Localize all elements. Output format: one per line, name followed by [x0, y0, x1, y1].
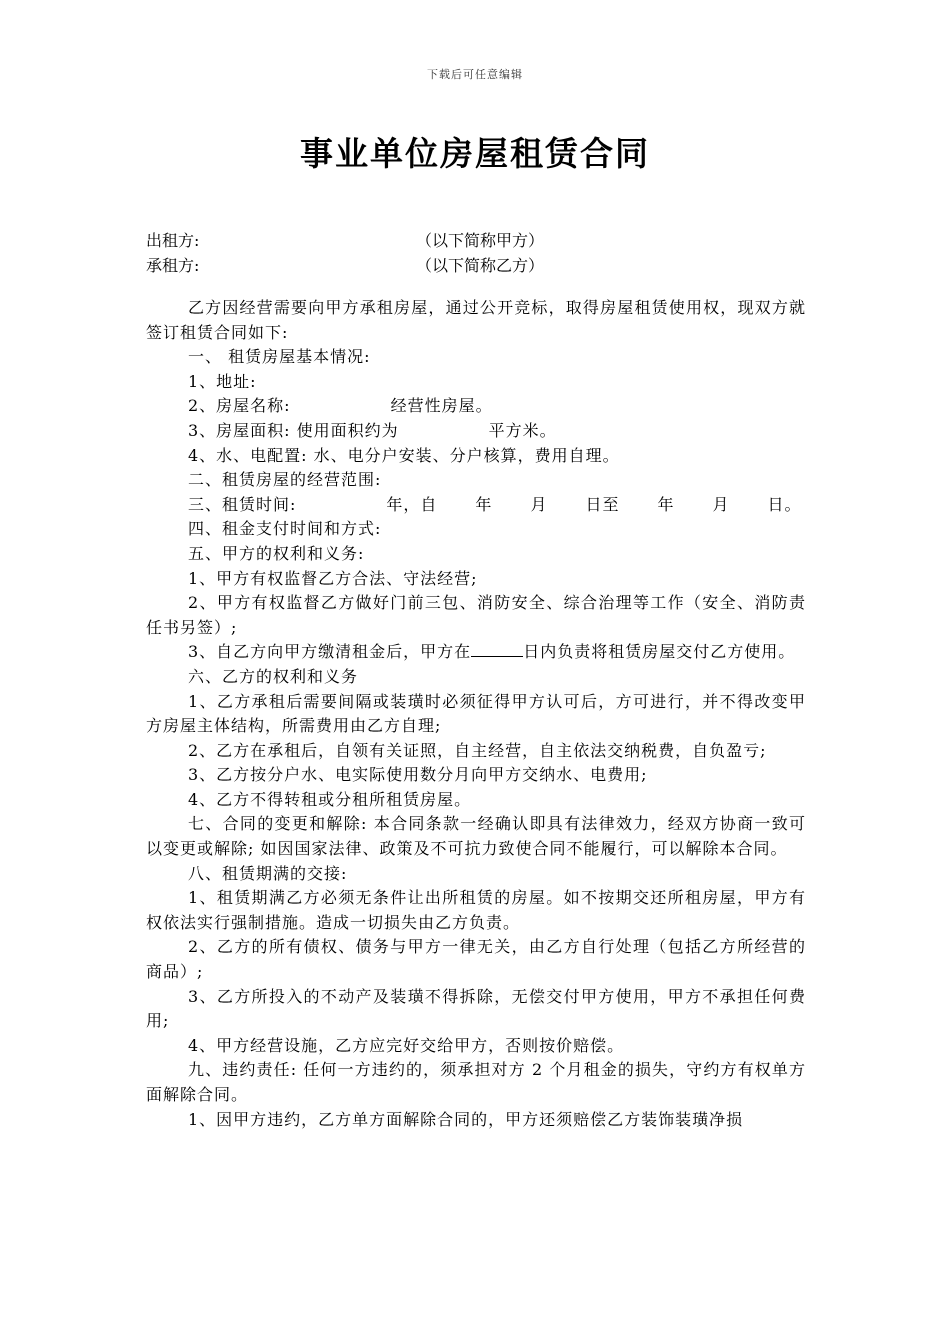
- end-year-text: 年: [657, 494, 675, 514]
- section1-heading: 一、 租赁房屋基本情况:: [188, 347, 371, 367]
- section6-heading: 六、乙方的权利和义务: [188, 666, 359, 686]
- section1-item3: [146, 419, 806, 444]
- lessor-row: [146, 228, 806, 253]
- section4-paragraph: 四、租金支付时间和方式:: [188, 519, 382, 539]
- download-note: 下载后可任意编辑: [427, 68, 523, 81]
- lessor-label: 出租方:: [146, 231, 200, 250]
- start-year-text: 年: [475, 494, 493, 514]
- end-day-text: 日。: [767, 494, 802, 514]
- section9-item1: 1、因甲方违约，乙方单方面解除合同的，甲方还须赔偿乙方装饰装璜净损: [188, 1109, 744, 1129]
- section6-item1: 1、乙方承租后需要间隔或装璜时必须征得甲方认可后，方可进行，并不得改变甲方房屋主体结构，所需费用由乙方自理;: [146, 691, 806, 736]
- section8-item3: 3、乙方所投入的不动产及装璜不得拆除，无偿交付甲方使用，甲方不承担任何费用;: [146, 986, 806, 1031]
- section6-item4: 4、乙方不得转租或分租所租赁房屋。: [188, 789, 472, 809]
- parties-block: [146, 228, 806, 278]
- section5-item3-part2: 日内负责将租赁房屋交付乙方使用。: [523, 642, 796, 662]
- lease-years-text: 年，自: [386, 494, 438, 514]
- section8-item1: 1、租赁期满乙方必须无条件让出所租赁的房屋。如不按期交还所租房屋，甲方有权依法实行强制措施。造成一切损失由乙方负责。: [146, 888, 806, 932]
- section7-paragraph: 七、合同的变更和解除: 本合同条款一经确认即具有法律效力，经双方协商一致可以变更或解除; 如因国家法律、政策及不可抗力致使合同不能履行，可以解除本合同。: [146, 814, 806, 859]
- lease-term-label: 三、租赁时间:: [188, 494, 297, 514]
- section5-item1: 1、甲方有权监督乙方合法、守法经营;: [188, 568, 478, 588]
- section1-item3-unit: 平方米。: [488, 420, 557, 440]
- section9-heading: 九、违约责任: 任何一方违约的，须承担对方 2 个月租金的损失，守约方有权单方面解除合同。: [146, 1060, 806, 1104]
- section6-item2: 2、乙方在承租后，自领有关证照，自主经营，自主依法交纳税费，自负盈亏;: [188, 740, 767, 760]
- section8-heading: 八、租赁期满的交接:: [188, 863, 348, 883]
- document-title: 事业单位房屋租赁合同: [300, 134, 650, 173]
- underline-blank: [471, 642, 523, 657]
- section5-item2: 2、甲方有权监督乙方做好门前三包、消防安全、综合治理等工作（安全、消防责任书另签）;: [146, 593, 806, 637]
- section1-item2-label: 2、房屋名称:: [188, 396, 291, 416]
- lessee-note: （以下简称乙方）: [416, 256, 545, 275]
- lessee-row: [146, 253, 806, 278]
- section6-item3: 3、乙方按分户水、电实际使用数分月向甲方交纳水、电费用;: [188, 765, 648, 785]
- section3-paragraph: [146, 493, 806, 518]
- lessee-label: 承租方:: [146, 256, 200, 275]
- section2-paragraph: 二、租赁房屋的经营范围:: [188, 470, 382, 490]
- intro-paragraph: 乙方因经营需要向甲方承租房屋，通过公开竞标，取得房屋租赁使用权，现双方就签订租赁合同如下:: [146, 298, 806, 342]
- start-day-text: 日至: [585, 494, 620, 514]
- end-month-text: 月: [712, 494, 730, 514]
- section1-item2-value: 经营性房屋。: [390, 396, 493, 416]
- section1-item3-label: 3、房屋面积: 使用面积约为: [188, 420, 399, 440]
- section5-heading: 五、甲方的权利和义务:: [188, 543, 365, 563]
- section1-item2: [146, 394, 806, 419]
- section1-item4: 4、水、电配置: 水、电分户安装、分户核算，费用自理。: [188, 445, 620, 465]
- section5-item3: [146, 640, 806, 665]
- section8-item4: 4、甲方经营设施，乙方应完好交给甲方，否则按价赔偿。: [188, 1035, 625, 1055]
- section5-item3-part1: 3、自乙方向甲方缴清租金后，甲方在: [188, 642, 472, 662]
- lessor-note: （以下简称甲方）: [416, 231, 545, 250]
- section1-item1: 1、地址:: [188, 371, 257, 391]
- section8-item2: 2、乙方的所有债权、债务与甲方一律无关，由乙方自行处理（包括乙方所经营的商品）;: [146, 937, 806, 982]
- contract-body: [146, 296, 806, 1132]
- start-month-text: 月: [530, 494, 548, 514]
